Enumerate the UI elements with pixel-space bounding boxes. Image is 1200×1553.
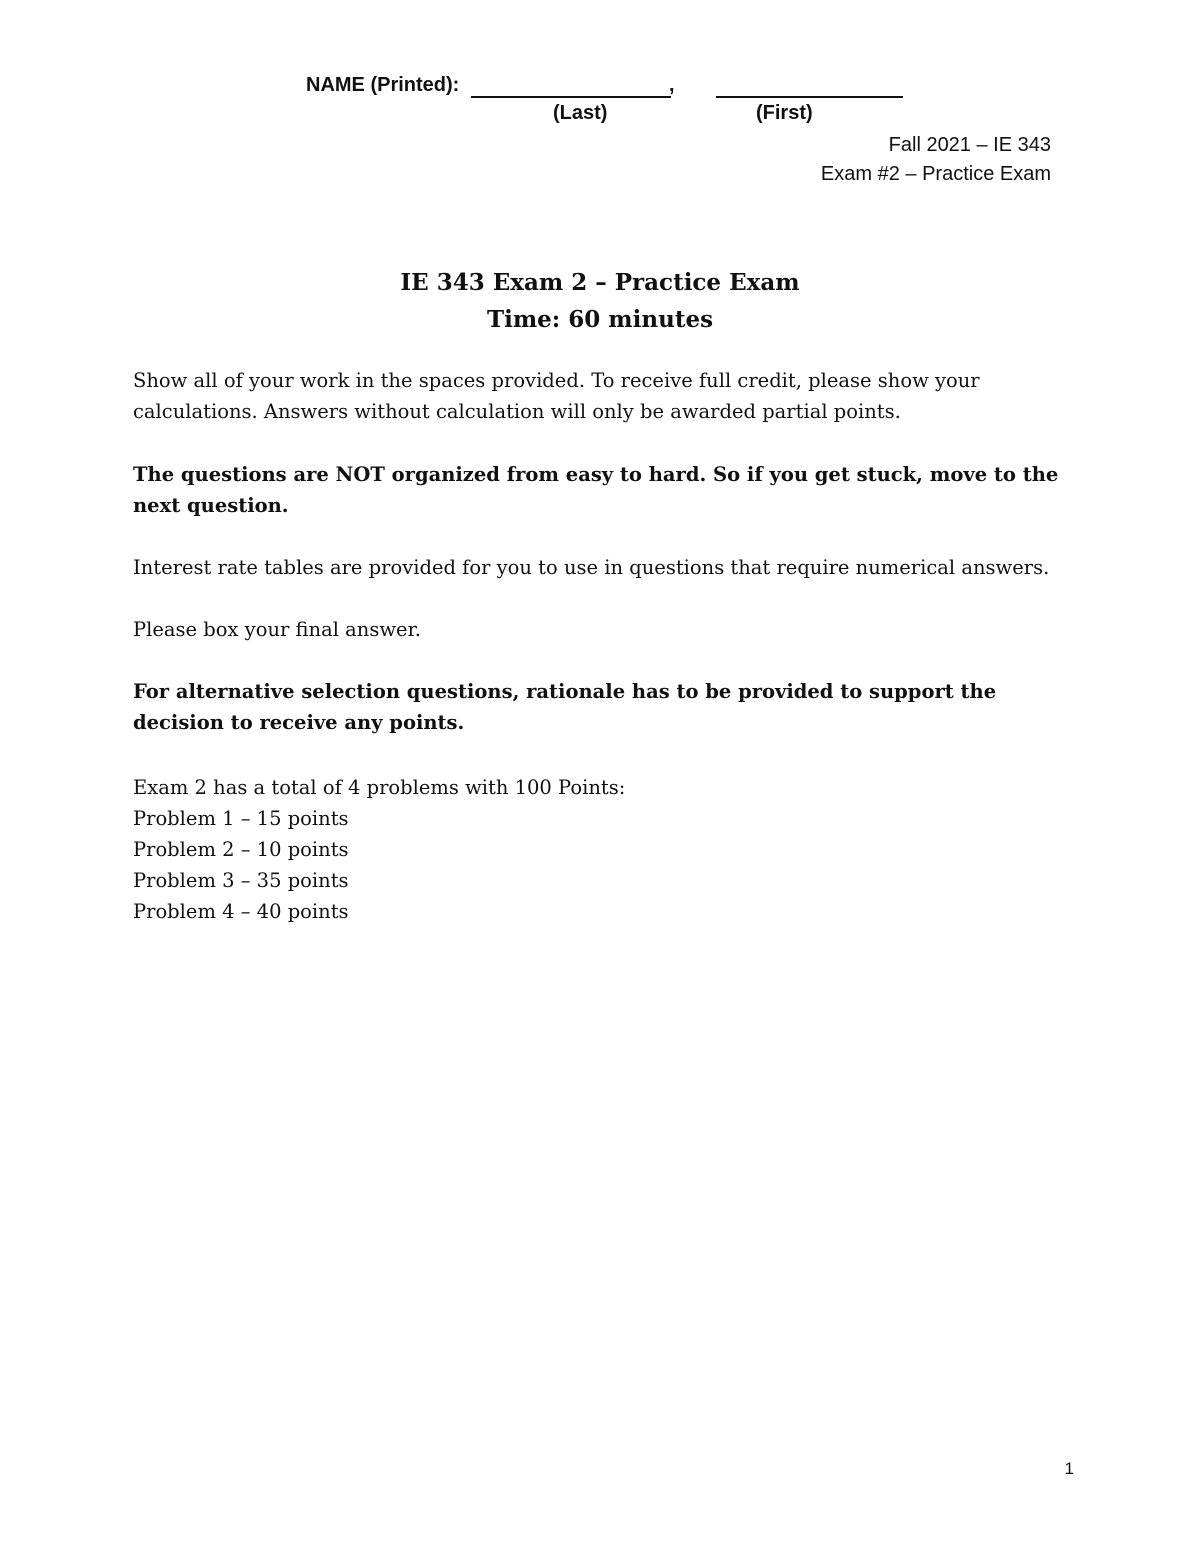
last-name-caption: (Last) — [553, 102, 608, 124]
list-item: Problem 4 – 40 points — [133, 900, 349, 923]
name-comma: , — [669, 74, 675, 96]
list-item: Problem 3 – 35 points — [133, 869, 349, 892]
exam-title-line: IE 343 Exam 2 – Practice Exam — [400, 269, 800, 296]
instruction-show-work: Show all of your work in the spaces provided. To receive full credit, please show your calculations. Answers without calculation will only be awarded partial points. — [133, 369, 980, 423]
instruction-box-answer: Please box your final answer. — [133, 618, 421, 641]
list-item: Problem 1 – 15 points — [133, 807, 349, 830]
instruction-rationale: For alternative selection questions, rationale has to be provided to support the decision to receive any points. — [133, 680, 997, 734]
list-item: Problem 2 – 10 points — [133, 838, 349, 861]
name-label: NAME (Printed): — [306, 74, 460, 96]
exam-line: Exam #2 – Practice Exam — [820, 163, 1051, 185]
exam-time-line: Time: 60 minutes — [486, 306, 714, 333]
problem-summary — [133, 772, 1073, 927]
instruction-tables: Interest rate tables are provided for you to use in questions that require numerical answers. — [133, 556, 1050, 579]
course-meta — [821, 131, 1051, 189]
exam-title — [0, 264, 1200, 338]
course-line: Fall 2021 – IE 343 — [888, 134, 1051, 156]
instruction-order-note: The questions are NOT organized from easy to hard. So if you get stuck, move to the next question. — [133, 463, 1059, 517]
last-name-blank — [471, 96, 671, 98]
page-number: 1 — [1064, 1459, 1074, 1478]
summary-intro: Exam 2 has a total of 4 problems with 100 Points: — [133, 776, 626, 799]
first-name-caption: (First) — [756, 102, 813, 124]
first-name-blank — [716, 96, 903, 98]
